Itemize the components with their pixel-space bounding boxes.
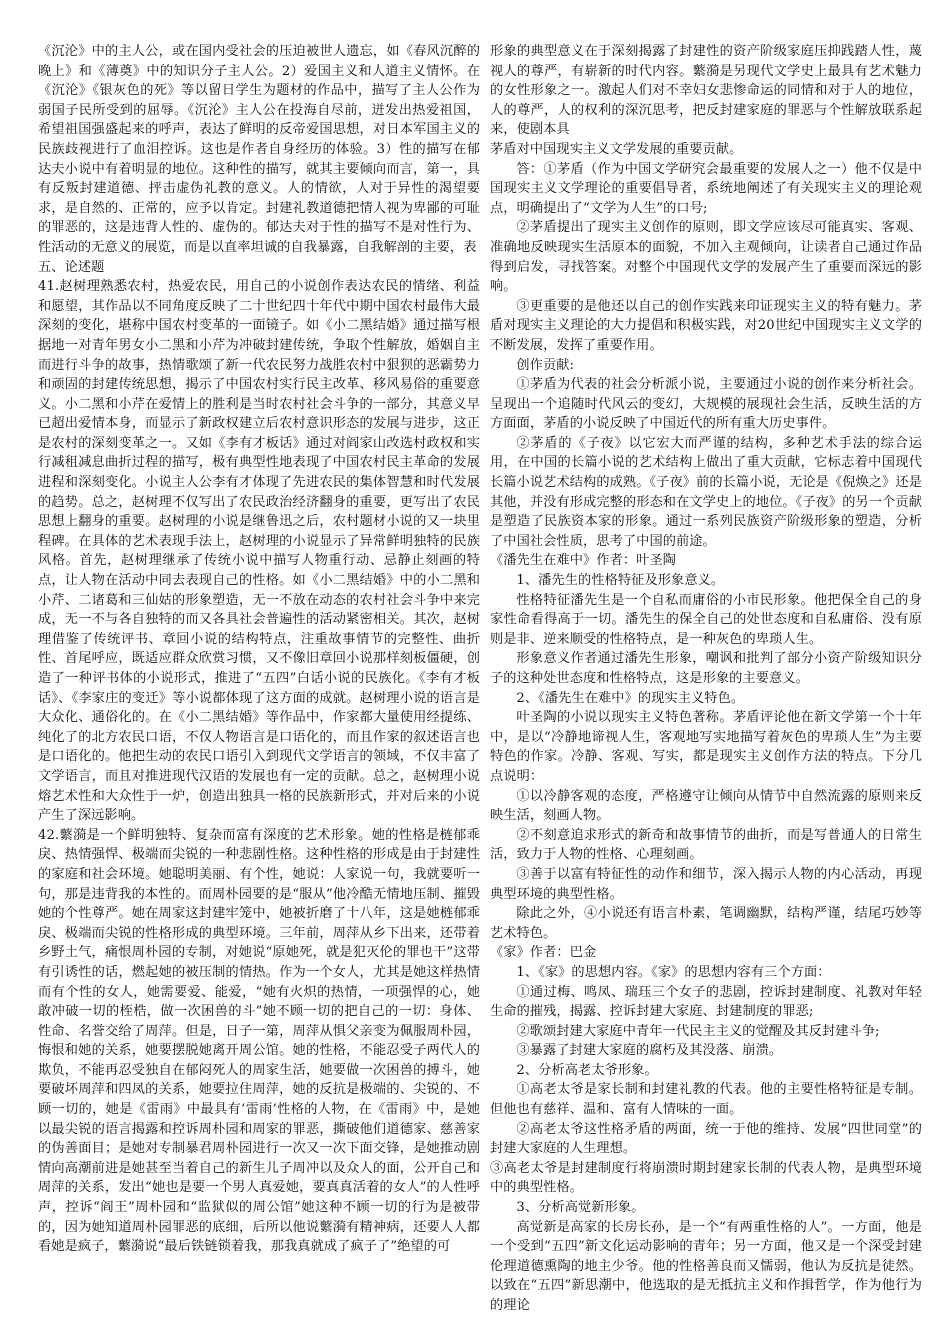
paragraph: 42.蘩漪是一个鲜明独特、复杂而富有深度的艺术形象。她的性格是梿郁乖戾、热情强悍、极端而尖锐的一种悲剧性格。这种性格的形成是由于封建性的家庭和社会环境。她聪明美丽、有个性，她说：人家说一句，我就要听一句，那是违背我的本性的。而周朴园要的是“服从”他冷酷无情地压制、摧毁她的个性尊严。她在周家这封建牢笼中，她被折磨了十八年，这是她梿郁乖戾、极端而尖锐的性格形成的典型环境。三年前，周萍从乡下出来，还带着乡野土气，痛恨周朴园的专制，对她说“原她死，就是犯灭伦的罪也干”这带有引诱性的话，燃起她的被压制的情热。作为一个女人，尤其是她这样热情而有个性的女人，她需要爱、能爱，“她有火炽的热情，一项强悍的心，她敢冲破一切的桎梏，做一次困兽的斗”她不顾一切的把自己的一切：身体、性命、名誉交给了周萍。但是，日子一第，周萍从惧父亲变为佩服周朴园，悔恨和她的关系，她要摆脱她离开周公馆。她的性格，不能忍受子两代人的欺负，不能再忍受独自在郁闷死人的周家生活，她要做一次困兽的搏斗，她要破坏周萍和四凤的关系，她要拉住周萍，她的反抗是极端的、尖锐的、不顾一切的，她是《雷雨》中最具有‘雷雨’性格的人物，在《雷雨》中，是她以最尖锐的语言揭露和控诉周朴园和周家的罪恶，撕破他们道德家、慈善家的伪善面目；是她对专制暴君周朴园进行一次又一次下面交锋，是她推动剧情向高潮前进是她甚至当着自己的新生儿子周冲以及众人的面，公开自己和周萍的关系，发出“她也是要一个男人真爱她，要真真活着的女人”的人性呼声，控诉“阎王”周朴园和“监狱似的周公馆”她这种不顾一切的行为是被带的，因为她知道周朴园罪恶的底细，后所以他说蘩漪有精神病，还要人人都看她是疯子，蘩漪说“最后铁链锁着我，那我真就成了疯子了”绝望的可 — [38, 827, 480, 1255]
paragraph: 答：①茅盾（作为中国文学研究会最重要的发展人之一）他不仅是中国现实主义文学理论的重要倡导者，系统地阐述了有关现实主义的理论观点，明确提出了“文学为人生”的口号; — [490, 161, 922, 216]
paragraph: 高觉新是高家的长房长孙，是一个“有两重性格的人”。一方面，他是一个受到“五四”新文化运动影响的青年；另一方面，他又是一个深受封建伦理道德熏陶的地主少爷。他的性格善良而又懦弱，他认为反抗是徒然。以致在“五四”新思潮中，他选取的是无抵抗主义和作揖哲学，作为他行为的理论 — [490, 1219, 922, 1313]
paragraph: ①通过梅、鸣凤、瑞珏三个女子的悲剧，控诉封建制度、礼教对年轻生命的摧残，揭露、控诉封建大家庭、封建制度的罪恶; — [490, 984, 922, 1020]
paragraph: 叶圣陶的小说以现实主义特色著称。茅盾评论他在新文学第一个十年中，是以“冷静地谛视人生，客观地写实地描写着灰色的卑琐人生”为主要特色的作家。冷静、客观、写实，都是现实主义创作方法的特点。下分几点说明： — [490, 710, 922, 784]
paragraph: ③善于以富有特征性的动作和细节，深入揭示人物的内心活动，再现典型环境的典型性格。 — [490, 866, 922, 902]
paragraph: ②茅盾提出了现实主义创作的原则，即文学应该尽可能真实、客观、准确地反映现实生活原本的面貌，不加入主观倾向，让读者自己通过作品得到启发，寻找答案。对整个中国现代文学的发展产生了重要而深远的影响。 — [490, 220, 922, 295]
left-column — [38, 42, 480, 1257]
paragraph: 1、《家》的思想内容。《家》的思想内容有三个方面： — [516, 964, 831, 980]
paragraph: ②茅盾的《子夜》以它宏大而严谨的结构，多种艺术手法的综合运用，在中国的长篇小说的艺术结构上做出了重大贡献，它标志着中国现代长篇小说艺术结构的成熟。《子夜》前的长篇小说，无论是《倪焕之》还是其他，并没有形成完整的形态和在文学史上的地位。《子夜》的另一个贡献是塑造了民族资本家的形象。通过一系列民族资产阶级形象的塑造，分析了中国社会性质，思考了中国的前途。 — [490, 435, 922, 549]
right-column — [490, 42, 922, 1316]
paragraph: 2、分析高老太爷形象。 — [516, 1062, 658, 1078]
paragraph: ②高老太爷这性格矛盾的两面，统一于他的维持、发展“四世同堂”的封建大家庭的人生理想。 — [490, 1121, 922, 1157]
paragraph: ①茅盾为代表的社会分析派小说，主要通过小说的创作来分析社会。呈现出一个追随时代风云的变幻，大规模的展现社会生活，反映生活的方方面面，茅盾的小说反映了中国近代的所有重大历史事件。 — [490, 377, 922, 432]
paragraph: ①高老太爷是家长制和封建礼教的代表。他的主要性格特征是专制。但他也有慈祥、温和、富有人情味的一面。 — [490, 1082, 922, 1118]
paragraph: ③高老太爷是封建制度行将崩溃时期封建家长制的代表人物，是典型环境中的典型性格。 — [490, 1160, 922, 1196]
paragraph: 《潘先生在难中》作者：叶圣陶 — [490, 553, 677, 569]
paragraph: 41.赵树理熟悉农村，热爱农民，用自己的小说创作表达农民的情绪、利益和愿望，其作品以不同角度反映了二十世纪四十年代中期中国农村最伟大最深刻的变化，堪称中国农村变革的一面镜子。如《小二黑结婚》通过描写根据地一对青年男女小二黑和小芹为冲破封建传统，争取个性解放，婚姻自主而进行斗争的故事，热情歌颂了新一代农民努力战胜农村中狠狈的恶霸势力和顽固的封建传统思想，揭示了中国农村实行民主改革、移风易俗的重要意义。小二黑和小芹在爱情上的胜利是当时农村社会斗争的一部分，其意义早已超出爱情本身，而显示了新政权建立后农村意识形态的发展与进步，这正是农村的深刻变革之一。又如《李有才板话》通过对阎家山改选村政权和实行减租减息曲折过程的描写，极有典型性地表现了中国农村民主革命的发展进程和深刻变化。小说主人公李有才体现了先进农民的集体智慧和时代发展的趋势。总之，赵树理不仅写出了农民政治经济翻身的重要，更写出了农民思想上翻身的重要。赵树理的小说是继鲁迅之后，农村题材小说的又一块里程碑。在具体的艺术表现手法上，赵树理的小说显示了异常鲜明独特的民族风格。首先，赵树理继承了传统小说中描写人物重行动、忌静止刻画的特点，让人物在活动中同去表现自己的性格。如《小二黑结婚》中的小二黑和小芹、二诸葛和三仙姑的形象塑造，无一不放在动态的农村社会斗争中来完成，无一不与各自独特的而又各具社会普遍性的活动紧密相关。其次，赵树理借鉴了传统评书、章回小说的结构特点，注重故事情节的完整性、曲折性、首尾呼应，既适应群众欣赏习惯，又不像旧章回小说那样刻板僵硬，创造了一种评书体的小说形式，推进了“五四”白话小说的民族化。《李有才板话》、《李家庄的变迁》等小说都体现了这方面的成就。赵树理小说的语言是大众化、通俗化的。在《小二黑结婚》等作品中，作家都大量使用经提练、纯化了的北方农民口语，不仅人物语言是口语化的，而且作家的叙述语言也是口语化的。他把生动的农民口语引入到现代文学语言的领域，不仅丰富了文学语言，而且对推进现代汉语的发展也有一定的贡献。总之，赵树理小说熔艺术性和大众性于一炉，创造出独具一格的民族新形式，并对后来的小说产生了深远影响。 — [38, 279, 480, 824]
paragraph: 1、潘先生的性格特征及形象意义。 — [516, 573, 725, 589]
paragraph: 2、《潘先生在难中》的现实主义特色。 — [516, 690, 745, 706]
paragraph: 《家》作者：巴金 — [490, 945, 597, 961]
paragraph: ①以冷静客观的态度，严格遵守让倾向从情节中自然流露的原则来反映生活，刻画人物。 — [490, 788, 922, 824]
paragraph: 3、分析高觉新形象。 — [516, 1200, 645, 1216]
section-heading: 五、论述题 — [38, 259, 105, 275]
paragraph: 创作贡献: — [516, 357, 575, 373]
paragraph: 茅盾对中国现实主义文学发展的重要贡献。 — [490, 141, 743, 157]
paragraph: 除此之外，④小说还有语言朴素，笔调幽默，结构严谨，结尾巧妙等艺术特色。 — [490, 906, 922, 941]
paragraph: ②不刻意追求形式的新奇和故事情节的曲折，而是写普通人的日常生活，致力于人物的性格、心理刻画。 — [490, 827, 922, 863]
paragraph: ③暴露了封建大家庭的腐朽及其没落、崩溃。 — [516, 1043, 783, 1059]
paragraph: ②歌颂封建大家庭中青年一代民主主义的觉醒及其反封建斗争; — [516, 1023, 880, 1039]
paragraph: 《沉沦》中的主人公，或在国内受社会的压迫被世人遗忘，如《春风沉醉的晚上》和《薄奠》中的知识分子主人公。2）爱国主义和人道主义情怀。在《沉沦》《银灰色的死》等以留日学生为题材的作品中，描写了主人公作为弱国子民所受到的屈辱。《沉沦》主人公在投海自尽前，迸发出热爱祖国，希望祖国强盛起来的呼声，表达了鲜明的反帝爱国思想，对日本军国主义的民族歧视进行了血泪控诉。这也是作者自身经历的体验。3）性的描写在郁达夫小说中有着明显的地位。这种性的描写，就其主要倾向而言，第一，具有反叛封建道德、抨击虚伪礼教的意义。人的情欲，人对于异性的渴望要求，是自然的、正常的，应予以肯定。封建礼教道德把情人视为卑鄙的可耻的罪恶的，这是违背人性的、虚伪的。郁达夫对于性的描写不是对性行为、性活动的无意义的展览，而是以直率坦诚的自我暴露，自我解剖的主要，表 — [38, 44, 480, 255]
paragraph: 形象的典型意义在于深刻揭露了封建性的资产阶级家庭压抑践踏人性，蔑视人的尊严，有崭新的时代内容。蘩漪是另现代文学史上最具有艺术魅力的女性形象之一。激起人们对不幸妇女悲惨命运的同情和对于人的地位，人的尊严，人的权利的深沉思考，把反封建家庭的罪恶与个性解放联系起来，使剧本具 — [490, 44, 922, 138]
paragraph: ③更重要的是他还以自己的创作实践来印证现实主义的特有魅力。茅盾对现实主义理论的大力提倡和积极实践，对20世纪中国现实主义文学的不断发展，发挥了重要作用。 — [490, 298, 922, 353]
paragraph: 性格特征潘先生是一个自私而庸俗的小市民形象。他把保全自己的身家性命看得高于一切。潘先生的保全自己的处世态度和自私庸俗、没有原则是非、逆来顺受的性格特点，是一种灰色的卑琐人生。 — [490, 592, 922, 647]
paragraph: 形象意义作者通过潘先生形象，嘲讽和批判了部分小资产阶级知识分子的这种处世态度和性格特点，这是形象的主要意义。 — [490, 651, 922, 686]
